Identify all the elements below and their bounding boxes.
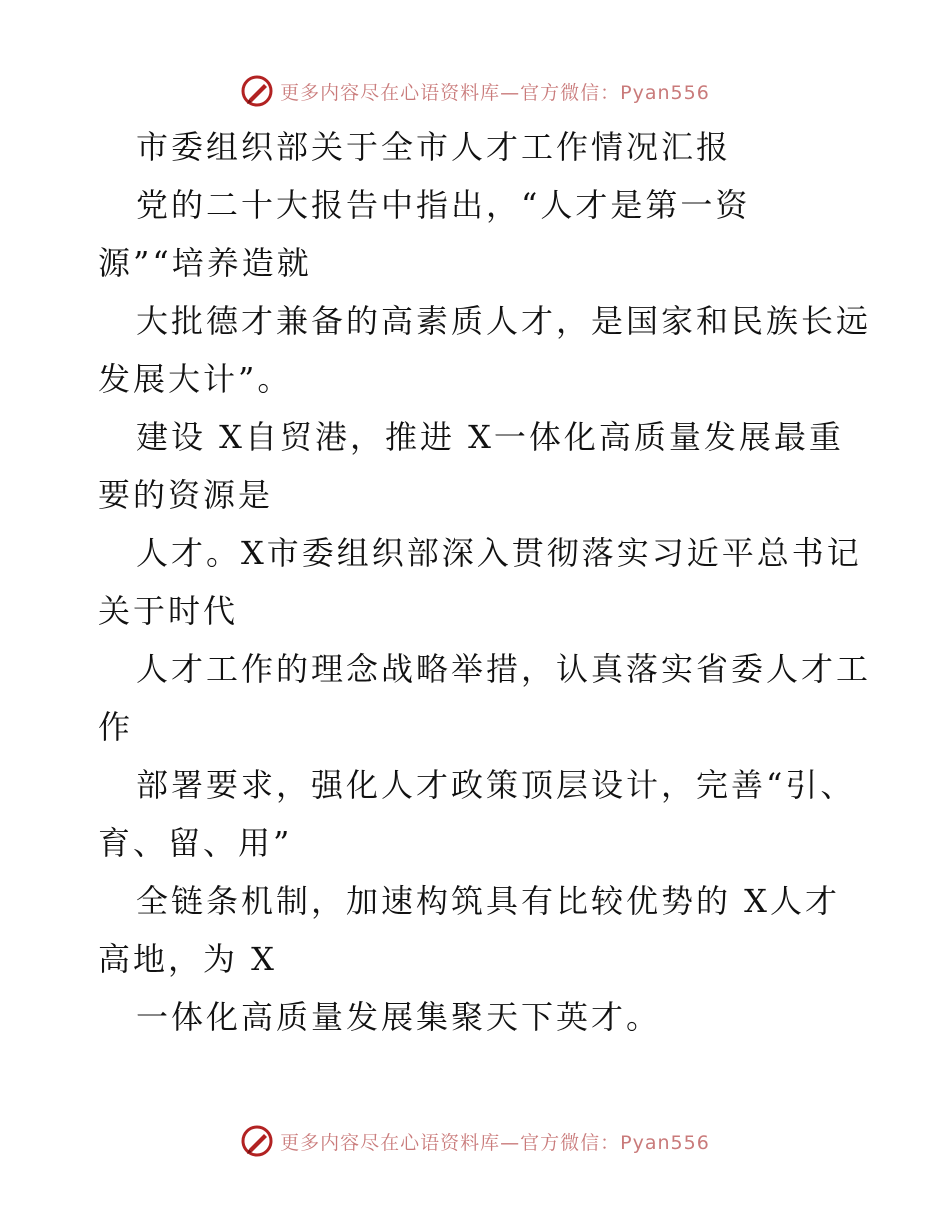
watermark-text: 更多内容尽在心语资料库—官方微信：Pyan556 [280,81,710,104]
paragraph-line: 关于时代 [98,592,239,630]
paragraph-line: 部署要求，强化人才政策顶层设计，完善“引、 [136,766,856,804]
paragraph-line: 全链条机制，加速构筑具有比较优势的 X人才 [136,882,840,920]
paragraph-line: 党的二十大报告中指出，“人才是第一资 [136,186,751,224]
header-watermark [0,74,950,108]
paragraph-line: 发展大计”。 [98,360,293,398]
paragraph-line: 高地，为 X [98,940,277,978]
paragraph-line: 源”“培养造就 [98,244,312,282]
paragraph-line: 作 [98,708,134,746]
footer-watermark [0,1124,950,1158]
document-title: 市委组织部关于全市人才工作情况汇报 [136,128,732,166]
watermark-text: 更多内容尽在心语资料库—官方微信：Pyan556 [280,1131,710,1154]
paragraph-line: 育、留、用” [98,824,293,862]
paragraph-line: 要的资源是 [98,476,274,514]
pen-logo-icon [240,74,274,108]
pen-logo-icon [240,1124,274,1158]
paragraph-line: 人才工作的理念战略举措，认真落实省委人才工 [136,650,872,688]
document-body [98,124,872,1052]
paragraph-line: 一体化高质量发展集聚天下英才。 [136,998,662,1036]
paragraph-line: 大批德才兼备的高素质人才，是国家和民族长远 [136,302,872,340]
paragraph-line: 人才。X市委组织部深入贯彻落实习近平总书记 [136,534,862,572]
paragraph-line: 建设 X自贸港，推进 X一体化高质量发展最重 [136,418,844,456]
